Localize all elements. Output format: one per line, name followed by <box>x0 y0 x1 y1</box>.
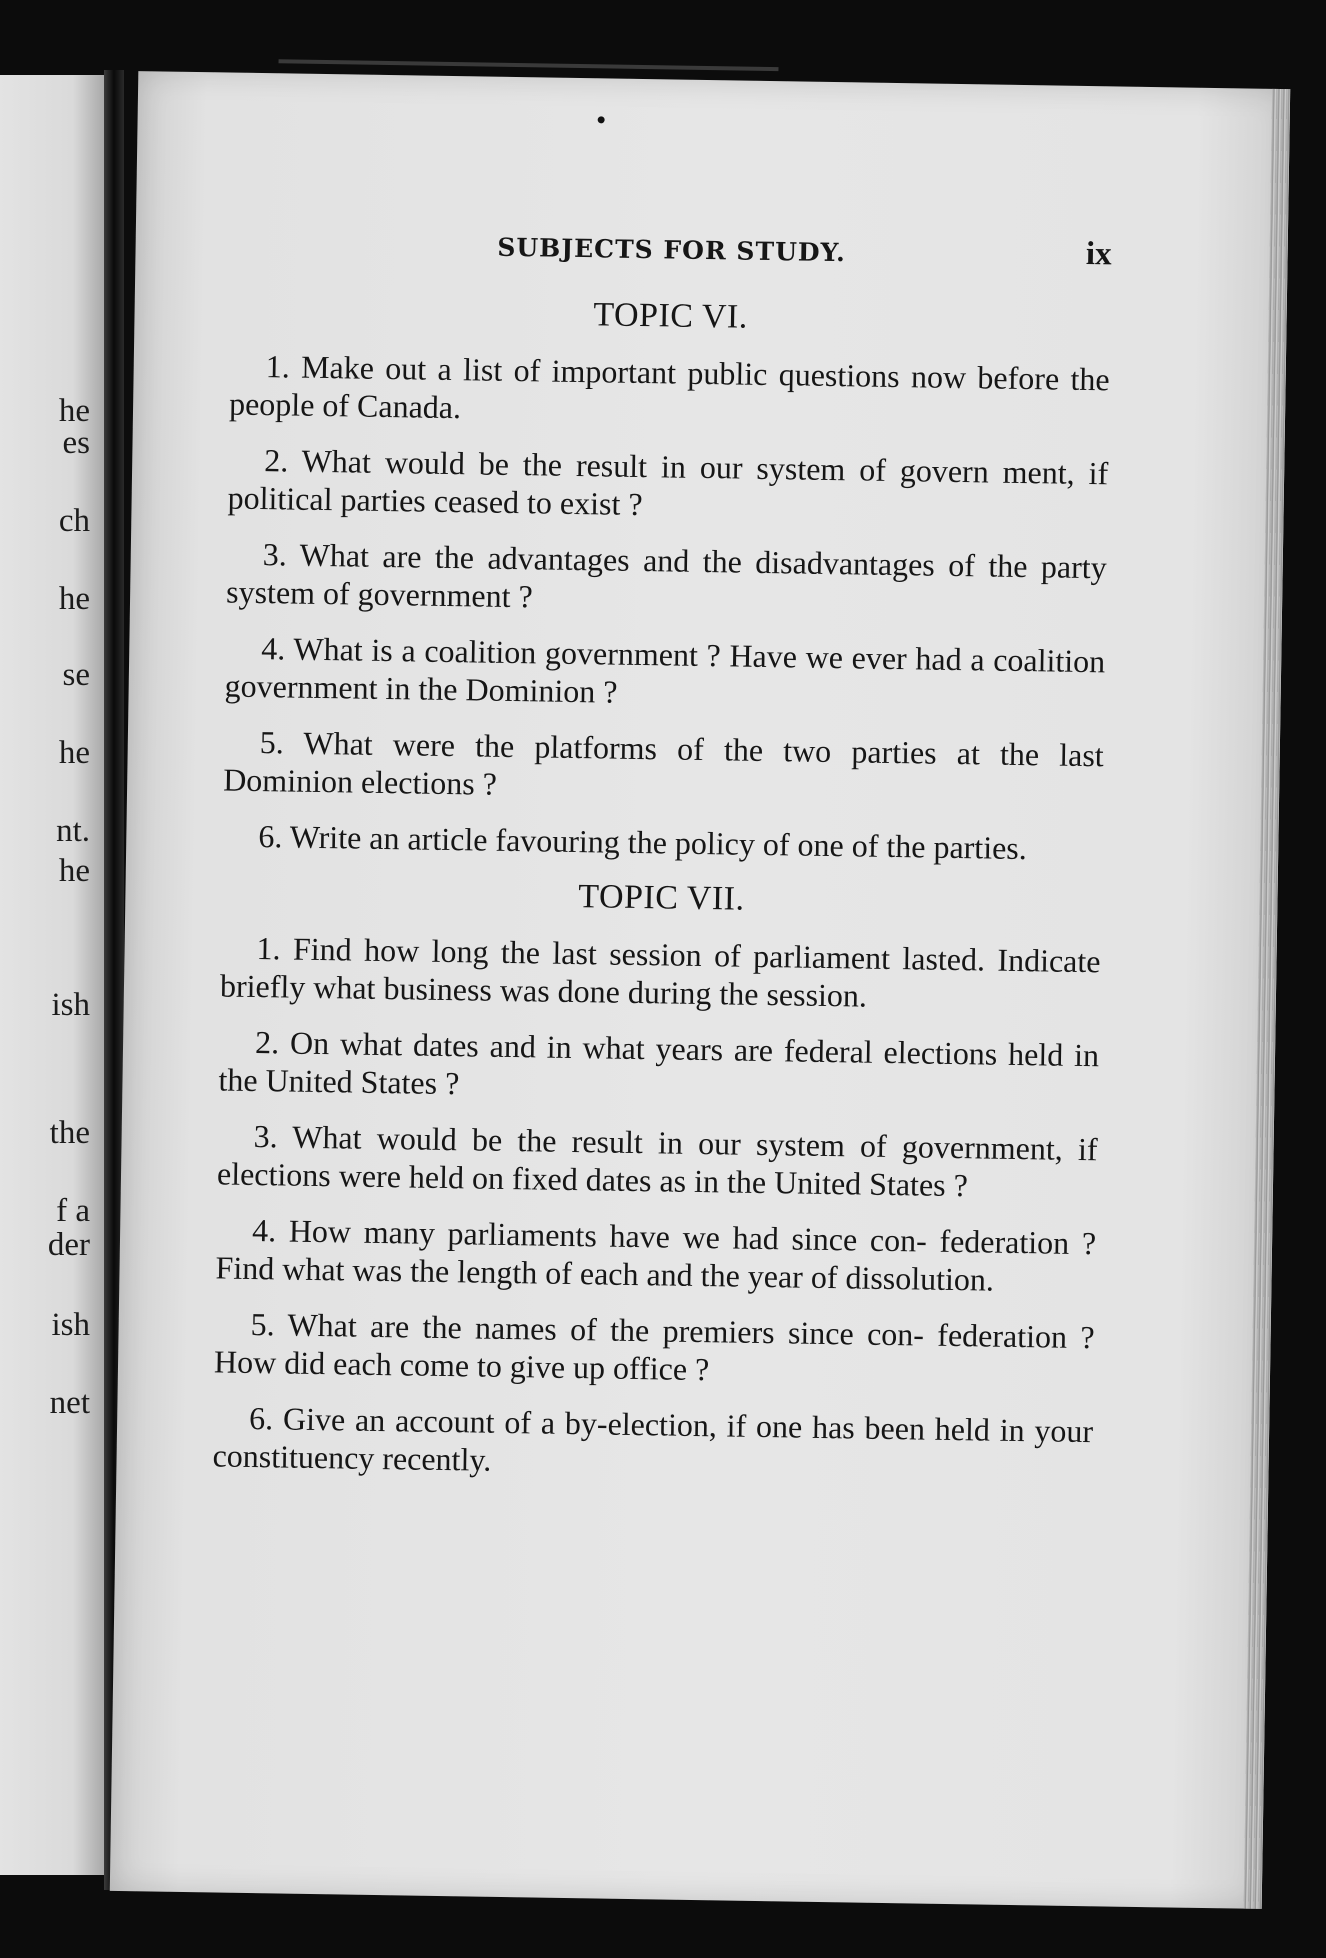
question-text: Write an article favouring the policy of one of the parties. <box>289 818 1028 867</box>
previous-page-fragment: he <box>58 393 90 429</box>
previous-page-fragment: es <box>62 425 90 461</box>
question-number: 5. <box>259 724 285 761</box>
previous-page-fragment: f a <box>56 1193 90 1229</box>
question-item <box>222 816 1102 868</box>
page-content <box>212 223 1112 1507</box>
previous-page-fragment: nt. <box>56 813 90 849</box>
question-number: 4. <box>261 630 286 667</box>
topic-section <box>212 872 1101 1488</box>
running-title: SUBJECTS FOR STUDY. <box>497 232 847 268</box>
previous-page-fragment: the <box>49 1115 90 1151</box>
question-item <box>226 535 1107 625</box>
previous-page-fragment: he <box>58 581 90 617</box>
question-item <box>224 629 1105 719</box>
previous-page-fragment: he <box>58 853 90 889</box>
question-number: 3. <box>262 536 288 573</box>
previous-page-fragment: se <box>62 657 90 693</box>
question-number: 1. <box>256 930 281 967</box>
question-number: 6. <box>258 818 283 855</box>
question-number: 5. <box>250 1305 275 1343</box>
question-item <box>212 1398 1093 1488</box>
question-number: 2. <box>254 1024 280 1061</box>
question-item <box>214 1304 1095 1394</box>
previous-page-fragment: net <box>49 1385 90 1421</box>
topic-heading: TOPIC VI. <box>593 296 749 336</box>
question-text: What are the names of the premiers since con- federation ? How did each come to give up office ? <box>213 1306 1095 1388</box>
question-item <box>215 1210 1096 1300</box>
question-item <box>227 441 1108 531</box>
question-text: On what dates and in what years are federal elections held in the United States ? <box>218 1024 1100 1102</box>
previous-page-fragment: ch <box>58 503 90 539</box>
question-text: Make out a list of important public questions now before the people of Canada. <box>228 348 1110 426</box>
previous-page-fragment: der <box>47 1227 90 1263</box>
question-text: Give an account of a by-election, if one has been held in your constituency recently. <box>212 1400 1094 1478</box>
page-edge <box>1244 89 1291 1909</box>
question-number: 4. <box>251 1211 277 1249</box>
book-page <box>110 71 1290 1909</box>
question-text: What are the advantages and the disadvantages of the party system of government ? <box>225 536 1107 615</box>
question-number: 1. <box>265 348 291 385</box>
page-number: ix <box>1085 235 1112 273</box>
topic-heading: TOPIC VII. <box>578 878 745 918</box>
page-top-rule <box>279 59 779 71</box>
question-text: What were the platforms of the two parties at the last Dominion elections ? <box>222 724 1105 802</box>
previous-page-fragment: ish <box>51 1307 90 1343</box>
question-item <box>220 928 1101 1018</box>
question-item <box>218 1022 1099 1112</box>
question-text: What is a coalition government ? Have we ever had a coalition government in the Dominion ? <box>224 630 1106 710</box>
question-item <box>217 1116 1098 1206</box>
question-item <box>223 722 1104 812</box>
previous-page-margin <box>0 75 104 1875</box>
previous-page-fragment: he <box>58 735 90 771</box>
running-head <box>231 223 1112 277</box>
question-text: What would be the result in our system of government, if elections were held on fixed dates as in the United States ? <box>216 1118 1098 1204</box>
previous-page-fragment: ish <box>51 987 90 1023</box>
question-text: What would be the result in our system of govern ment, if political parties ceased to exist ? <box>227 442 1109 523</box>
question-number: 6. <box>248 1399 274 1437</box>
ink-speck <box>598 116 605 123</box>
question-text: Find how long the last session of parliament lasted. Indicate briefly what business was done during the session. <box>219 930 1101 1014</box>
question-number: 3. <box>253 1118 278 1155</box>
question-item <box>229 347 1110 437</box>
question-number: 2. <box>263 442 289 479</box>
question-text: How many parliaments have we had since con- federation ? Find what was the length of each and the year of dissolution. <box>215 1212 1097 1298</box>
topic-section <box>222 291 1111 869</box>
